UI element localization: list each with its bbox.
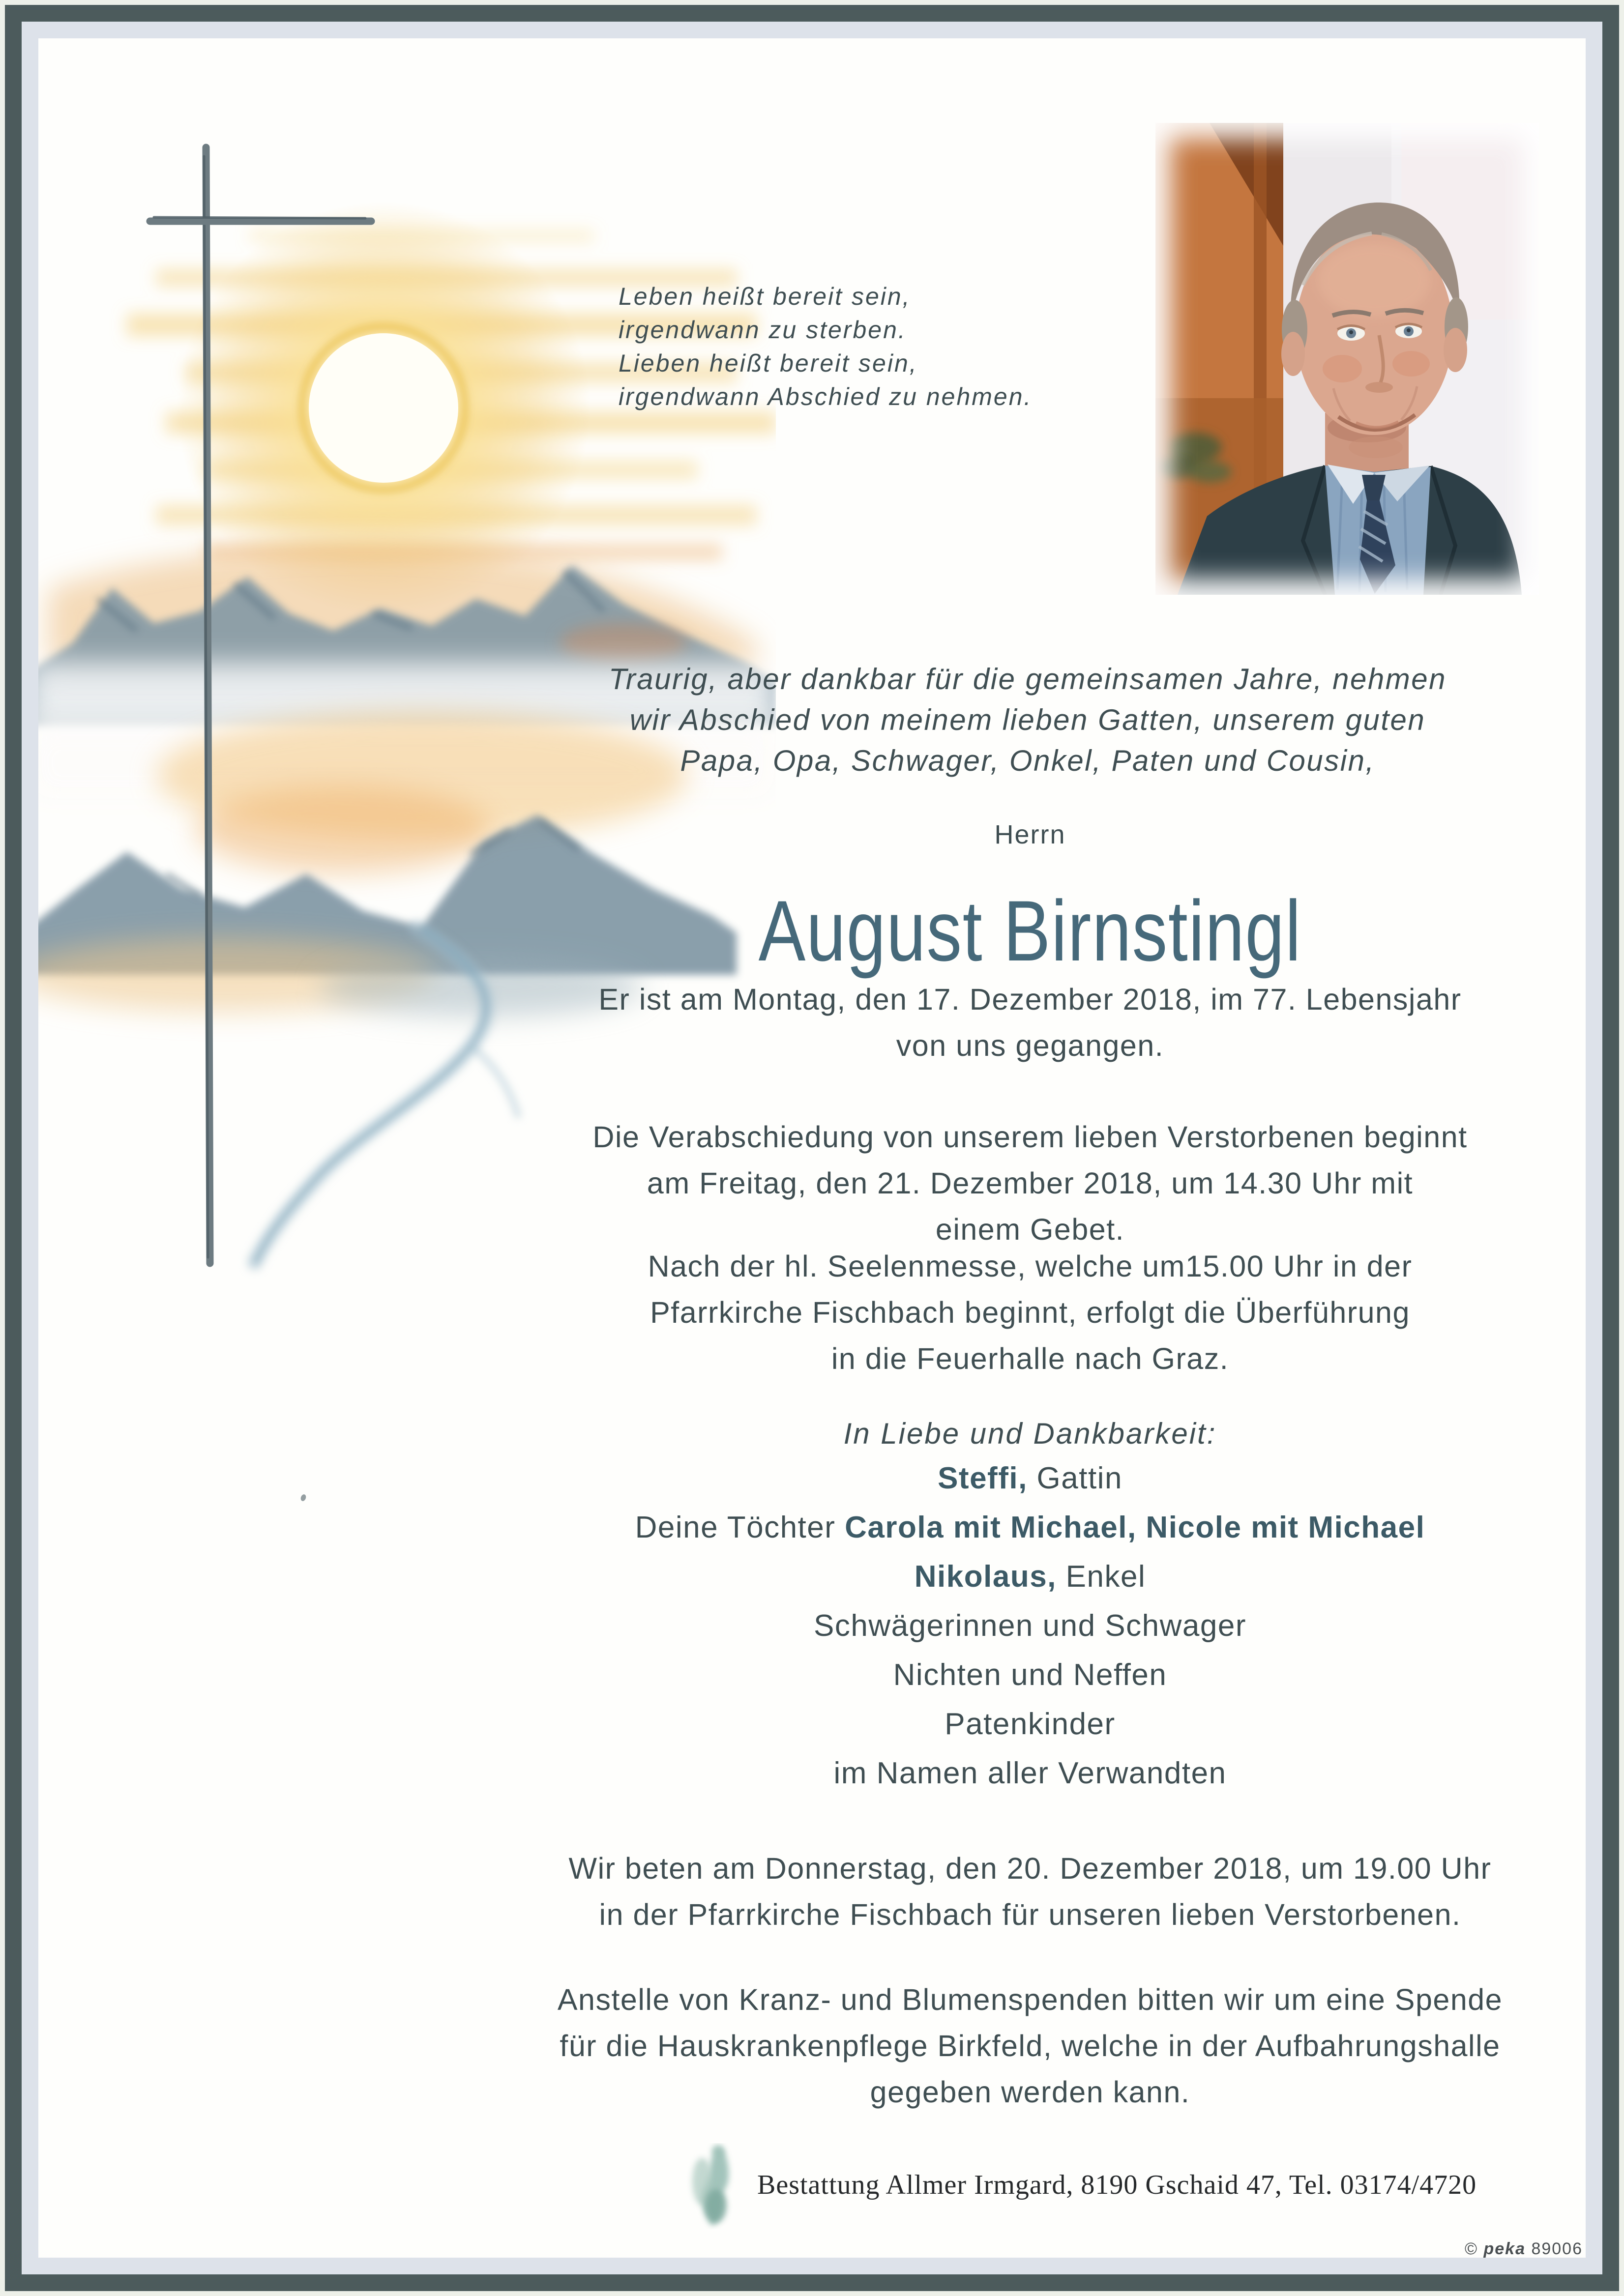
intro-line: Traurig, aber dankbar für die gemeinsamen Jahre, nehmen (609, 663, 1447, 696)
mass-line: in die Feuerhalle nach Graz. (831, 1342, 1229, 1375)
farewell-line: einem Gebet. (935, 1213, 1125, 1246)
opening-quote (619, 280, 1032, 413)
mass-paragraph (487, 1243, 1573, 1382)
intro-line: Papa, Opa, Schwager, Onkel, Paten und Cousin, (680, 744, 1375, 777)
farewell-line: Die Verabschiedung von unserem lieben Verstorbenen beginnt (592, 1120, 1468, 1154)
donation-line: für die Hauskrankenpflege Birkfeld, welche in der Aufbahrungshalle (560, 2029, 1501, 2063)
donation-paragraph (487, 1976, 1573, 2115)
prayer-line: Wir beten am Donnerstag, den 20. Dezember 2018, um 19.00 Uhr (568, 1852, 1492, 1885)
donation-line: Anstelle von Kranz- und Blumenspenden bitten wir um eine Spende (557, 1983, 1503, 2016)
quote-line: irgendwann zu sterben. (619, 316, 907, 344)
mass-line: Pfarrkirche Fischbach beginnt, erfolgt die Überführung (650, 1296, 1410, 1329)
quote-line: Leben heißt bereit sein, (619, 283, 911, 310)
mourner-line: Steffi, Gattin (938, 1461, 1122, 1495)
mourners-heading: In Liebe und Dankbarkeit: (843, 1417, 1217, 1450)
mourner-line: Nikolaus, Enkel (914, 1560, 1146, 1594)
passing-paragraph (487, 976, 1573, 1069)
farewell-paragraph (487, 1114, 1573, 1252)
mourners-list (487, 1454, 1573, 1798)
mass-line: Nach der hl. Seelenmesse, welche um15.00 Uhr in der (648, 1250, 1413, 1283)
card-surface (38, 38, 1586, 2258)
copyright-icon: © (1464, 2239, 1478, 2258)
quote-line: Lieben heißt bereit sein, (619, 349, 918, 377)
print-credit (1465, 2239, 1583, 2258)
funeral-home-line: Bestattung Allmer Irmgard, 8190 Gschaid 47, Tel. 03174/4720 (757, 2170, 1477, 2200)
intro-line: wir Abschied von meinem lieben Gatten, unserem guten (629, 703, 1426, 736)
mourner-line: im Namen aller Verwandten (833, 1756, 1227, 1790)
print-number: 89006 (1531, 2239, 1583, 2258)
intro-paragraph (511, 659, 1544, 781)
funeral-home-angel-logo (683, 2143, 752, 2229)
donation-line: gegeben werden kann. (870, 2075, 1190, 2109)
prayer-paragraph (487, 1845, 1573, 1938)
ink-speck (300, 1494, 307, 1502)
mourner-line: Patenkinder (945, 1707, 1116, 1741)
passing-line: Er ist am Montag, den 17. Dezember 2018, im 77. Lebensjahr (598, 983, 1462, 1016)
mourner-line: Nichten und Neffen (893, 1658, 1167, 1692)
portrait-photo (1155, 123, 1539, 595)
mourner-line: Deine Töchter Carola mit Michael, Nicole mit Michael (635, 1511, 1425, 1544)
mourner-line: Schwägerinnen und Schwager (814, 1609, 1246, 1643)
print-brand: peka (1483, 2239, 1526, 2258)
quote-line: irgendwann Abschied zu nehmen. (619, 383, 1033, 410)
prayer-line: in der Pfarrkirche Fischbach für unseren lieben Verstorbenen. (599, 1898, 1461, 1931)
deceased-name: August Birnstingl (758, 883, 1302, 979)
salutation: Herrn (994, 820, 1066, 849)
farewell-line: am Freitag, den 21. Dezember 2018, um 14.30 Uhr mit (647, 1166, 1414, 1200)
passing-line: von uns gegangen. (896, 1029, 1164, 1062)
